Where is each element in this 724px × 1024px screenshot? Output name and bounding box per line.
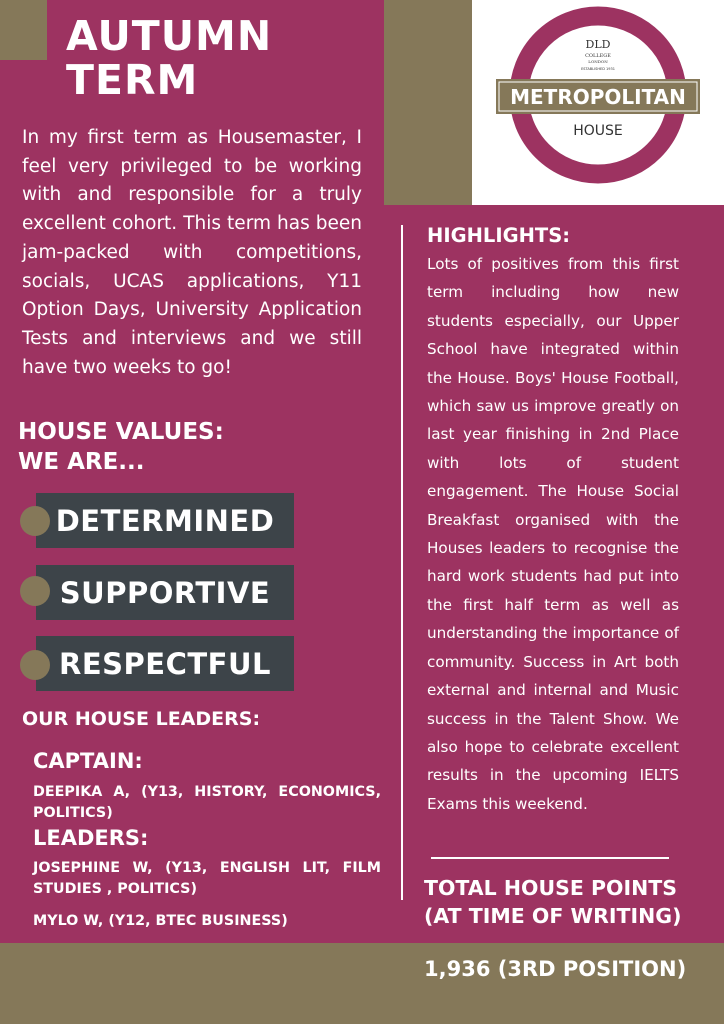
- column-divider: [401, 225, 403, 900]
- captain-name: DEEPIKA A, (Y13, HISTORY, ECONOMICS, POLITICS): [33, 784, 381, 821]
- points-heading-line-2: (AT TIME OF WRITING): [424, 904, 682, 928]
- value-label: SUPPORTIVE: [59, 575, 271, 610]
- intro-paragraph: In my first term as Housemaster, I feel very privileged to be working with and responsible for a truly excellent cohort. This term has been jam-packed with competitions, socials, UCAS applications, Y11 Option Days, University Application Tests and interviews and we still have two weeks to go!: [22, 127, 362, 378]
- points-divider: [431, 857, 669, 859]
- leaders-label: LEADERS:: [33, 826, 149, 850]
- logo-established: ESTABLISHED 1931: [581, 67, 615, 71]
- leader-1-name: JOSEPHINE W, (Y13, ENGLISH LIT, FILM STUDIES , POLITICS): [33, 860, 381, 897]
- bullet-icon: [20, 576, 50, 606]
- value-supportive: [36, 565, 294, 620]
- logo-school-line-2: COLLEGE: [585, 53, 611, 59]
- bullet-icon: [20, 650, 50, 680]
- values-heading: [18, 417, 224, 477]
- points-value: 1,936 (3RD POSITION): [424, 957, 687, 981]
- leader-2-name: MYLO W, (Y12, BTEC BUSINESS): [33, 913, 288, 929]
- bottom-band: [0, 943, 724, 1024]
- logo-school-name: DLD: [585, 38, 611, 51]
- value-determined: [36, 493, 294, 548]
- logo-house-name: METROPOLITAN: [510, 85, 686, 109]
- page-title: [66, 14, 376, 102]
- points-heading-line-1: TOTAL HOUSE POINTS: [424, 876, 677, 900]
- leaders-heading: OUR HOUSE LEADERS:: [22, 708, 261, 730]
- value-label: DETERMINED: [55, 503, 275, 538]
- logo-roundel-icon: [472, 0, 724, 205]
- value-label: RESPECTFUL: [59, 646, 271, 681]
- highlights-body: Lots of positives from this first term including how new students especially, our Upper School have integrated within the House. Boys' House Football, which saw us improve greatly on last year finishing in 2nd Place with lots of student engagement. The House Social Breakfast organised with the Houses leaders to recognise the hard work students had put into the first half term as well as understanding the importance of community. Success in Art both external and internal and Music success in the Talent Show. We also hope to celebrate excellent results in the upcoming IELTS Exams this weekend.: [427, 255, 679, 813]
- title-line-2: TERM: [66, 56, 199, 104]
- highlights-heading: HIGHLIGHTS:: [427, 224, 571, 247]
- values-heading-line-2: WE ARE...: [18, 449, 145, 475]
- logo-house-word: HOUSE: [573, 123, 623, 139]
- bullet-icon: [20, 506, 50, 536]
- points-heading: [424, 874, 714, 930]
- house-logo: [472, 0, 724, 205]
- values-heading-line-1: HOUSE VALUES:: [18, 419, 224, 445]
- captain-label: CAPTAIN:: [33, 749, 143, 773]
- value-respectful: [36, 636, 294, 691]
- logo-school-line-3: LONDON: [588, 59, 608, 64]
- title-line-1: AUTUMN: [66, 12, 273, 60]
- olive-band-top: [384, 0, 472, 205]
- corner-block: [0, 0, 47, 60]
